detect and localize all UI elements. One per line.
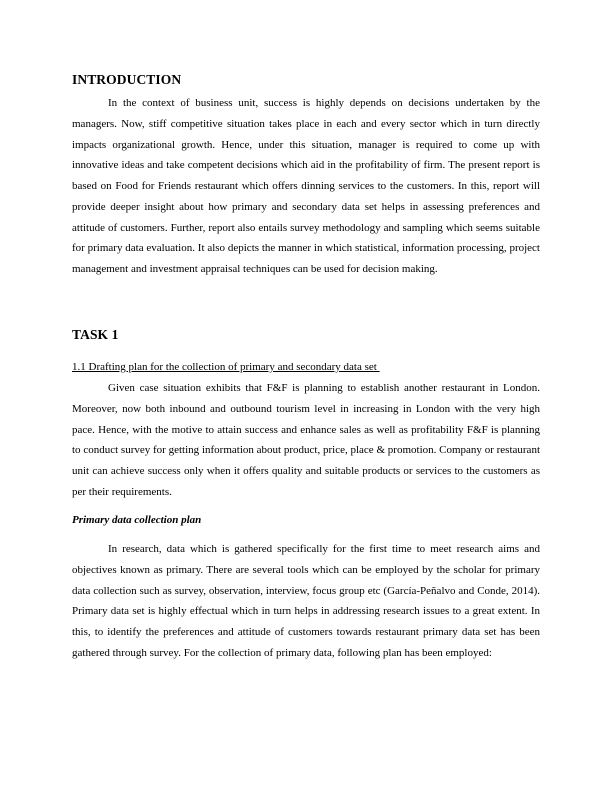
task1-heading: TASK 1 bbox=[72, 327, 119, 342]
introduction-paragraph: In the context of business unit, success is highly depends on decisions undertaken by the managers. Now, stiff competitive situation takes place in each and every sector which in turn directly impacts organizational growth. Hence, under this situation, manager is required to come up with innovative ideas and take competent decisions which aid in the profitability of firm. The present report is based on Food for Friends restaurant which offers dinning services to the customers. In this, report will provide deeper insight about how primary and secondary data set helps in assessing preferences and attitude of customers. Further, report also entails survey methodology and sampling which seems suitable for primary data evaluation. It also depicts the manner in which statistical, information processing, project management and investment appraisal techniques can be used for decision making. bbox=[72, 97, 540, 275]
task1-paragraph: Given case situation exhibits that F&F is planning to establish another restaurant in London. Moreover, now both inbound and outbound tourism level in increasing in London with the very high pace. Hence, with the motive to attain success and enhance sales as well as profitability F&F is planning to conduct survey for getting information about product, price, place & promotion. Company or restaurant unit can achieve success only when it offers quality and suitable products or services to the customers as per their requirements. bbox=[72, 382, 540, 498]
task1-subheading: 1.1 Drafting plan for the collection of primary and secondary data set bbox=[72, 361, 380, 373]
introduction-heading: INTRODUCTION bbox=[72, 72, 182, 87]
primary-plan-heading: Primary data collection plan bbox=[72, 514, 202, 526]
primary-plan-paragraph: In research, data which is gathered specifically for the first time to meet research aims and objectives known as primary. There are several tools which can be employed by the scholar for primary data collection such as survey, observation, interview, focus group etc (García-Peñalvo and Conde, 2014). Primary data set is highly effectual which in turn helps in addressing research issues to a great extent. In this, to identify the preferences and attitude of customers towards restaurant primary data set has been gathered through survey. For the collection of primary data, following plan has been employed: bbox=[72, 543, 540, 659]
